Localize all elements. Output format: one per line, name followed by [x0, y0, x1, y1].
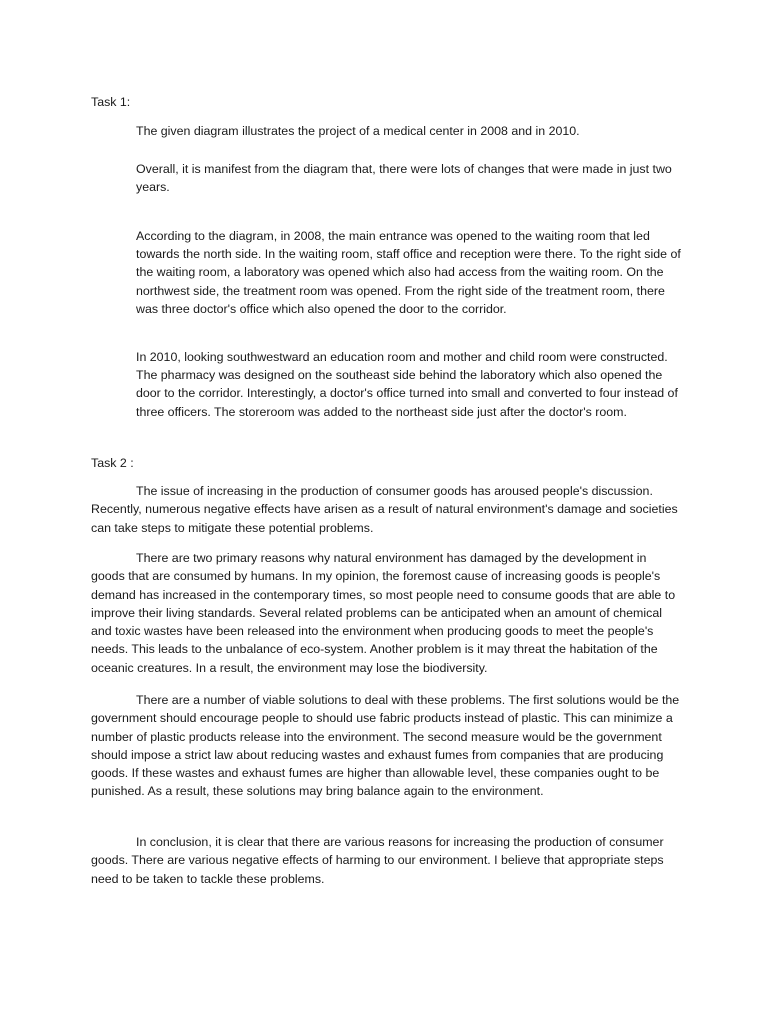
task2-paragraph-reasons: There are two primary reasons why natural environment has damaged by the development in goods that are consumed by humans. In my opinion, the foremost cause of increasing goods is people's demand has increased in the contemporary times, so most people need to consume goods that are able to improve their living standards. Several related problems can be anticipated when an amount of chemical and toxic wastes have been released into the environment when producing goods to meet the people's needs. This leads to the unbalance of eco-system. Another problem is it may threat the habitation of the oceanic creatures. In a result, the environment may lose the biodiversity.	[91, 551, 676, 675]
task1-paragraph-overview: Overall, it is manifest from the diagram that, there were lots of changes that were made in just two years.	[136, 162, 672, 195]
task2-heading: Task 2 :	[91, 456, 134, 470]
task2-paragraph-intro: The issue of increasing in the production of consumer goods has aroused people's discussion. Recently, numerous negative effects have arisen as a result of natural environment's damage and societies can take steps to mitigate these potential problems.	[91, 484, 678, 535]
task2-paragraph-solutions: There are a number of viable solutions to deal with these problems. The first solutions would be the government should encourage people to should use fabric products instead of plastic. This can minimize a number of plastic products release into the environment. The second measure would be the government should impose a strict law about reducing wastes and exhaust fumes from companies that are producing goods. If these wastes and exhaust fumes are higher than allowable level, these companies ought to be punished. As a result, these solutions may bring balance again to the environment.	[91, 693, 680, 799]
task1-paragraph-2008: According to the diagram, in 2008, the main entrance was opened to the waiting room that led towards the north side. In the waiting room, staff office and reception were there. To the right side of the waiting room, a laboratory was opened which also had access from the waiting room. On the northwest side, the treatment room was opened. From the right side of the treatment room, there was three doctor's office which also opened the door to the corridor.	[136, 229, 681, 316]
task1-heading: Task 1:	[91, 95, 131, 109]
task1-paragraph-intro: The given diagram illustrates the project of a medical center in 2008 and in 2010.	[136, 124, 580, 138]
task2-paragraph-conclusion: In conclusion, it is clear that there are various reasons for increasing the production of consumer goods. There are various negative effects of harming to our environment. I believe that appropriate steps need to be taken to tackle these problems.	[91, 835, 664, 886]
task1-paragraph-2010: In 2010, looking southwestward an education room and mother and child room were constructed. The pharmacy was designed on the southeast side behind the laboratory which also opened the door to the corridor. Interestingly, a doctor's office turned into small and converted to four instead of three officers. The storeroom was added to the northeast side just after the doctor's room.	[136, 350, 678, 419]
